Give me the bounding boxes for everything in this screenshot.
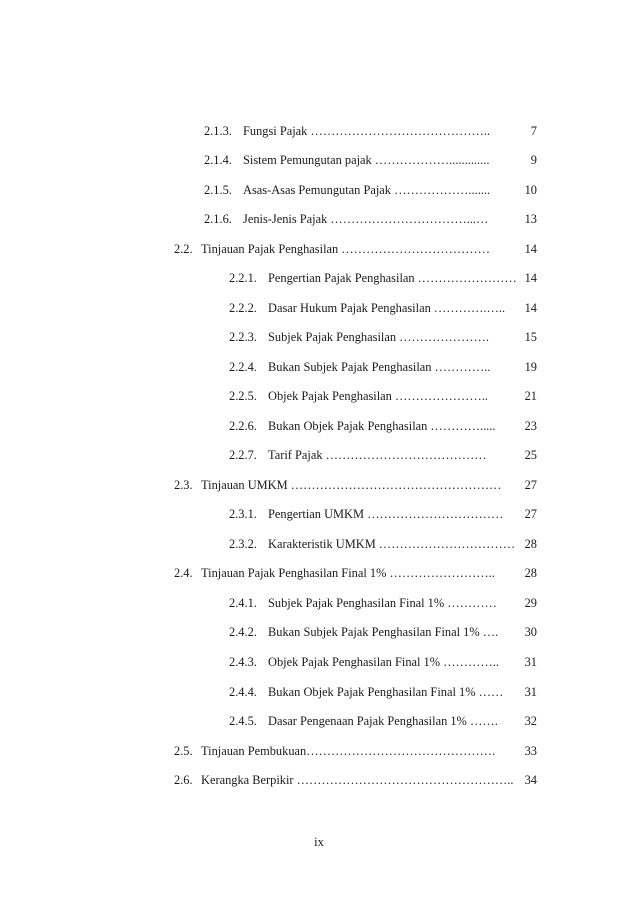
- toc-entry-number: 2.6.: [174, 773, 193, 787]
- toc-entry-title: Subjek Pajak Penghasilan Final 1% …………: [268, 596, 497, 610]
- toc-entry-title: Bukan Objek Pajak Penghasilan Final 1% ……: [268, 685, 504, 699]
- toc-entry-title: Fungsi Pajak ……………………………………..: [243, 124, 491, 138]
- toc-entry-number: 2.4.: [174, 566, 193, 580]
- toc-entry-number: 2.1.4.: [204, 153, 232, 167]
- toc-entry-title: Kerangka Berpikir ……………………………………………..: [201, 773, 514, 787]
- toc-entry-page: 14: [524, 242, 537, 256]
- toc-entry-page: 9: [530, 153, 537, 167]
- toc-entry-title: Tarif Pajak …………………………………: [268, 448, 487, 462]
- toc-entry-page: 7: [530, 124, 537, 138]
- toc-entry-page: 30: [524, 625, 537, 639]
- toc-entry-number: 2.4.3.: [229, 655, 257, 669]
- toc-entry-page: 13: [524, 212, 537, 226]
- toc-entry-number: 2.3.1.: [229, 507, 257, 521]
- toc-entry-title: Objek Pajak Penghasilan …………………..: [268, 389, 488, 403]
- toc-entry-number: 2.2.3.: [229, 330, 257, 344]
- toc-entry-title: Jenis-Jenis Pajak ……………………………...…: [243, 212, 489, 226]
- toc-entry-title: Pengertian Pajak Penghasilan ……………………: [268, 271, 517, 285]
- toc-entry-title: Tinjauan Pembukuan……………………………………….: [201, 744, 496, 758]
- toc-entry-title: Subjek Pajak Penghasilan ………………….: [268, 330, 489, 344]
- toc-entry-title: Dasar Hukum Pajak Penghasilan ………….…..: [268, 301, 506, 315]
- toc-entry-title: Tinjauan Pajak Penghasilan ………………………………: [201, 242, 490, 256]
- toc-entry-page: 23: [524, 419, 537, 433]
- toc-entry-number: 2.5.: [174, 744, 193, 758]
- toc-entry-number: 2.4.4.: [229, 685, 257, 699]
- toc-entry-title: Pengertian UMKM ……………………………: [268, 507, 504, 521]
- toc-entry-page: 31: [524, 685, 537, 699]
- toc-entry-number: 2.1.6.: [204, 212, 232, 226]
- toc-entry-page: 14: [524, 301, 537, 315]
- toc-entry-number: 2.4.1.: [229, 596, 257, 610]
- toc-entry-page: 15: [524, 330, 537, 344]
- toc-entry-page: 10: [524, 183, 537, 197]
- toc-entry-title: Bukan Subjek Pajak Penghasilan Final 1% ….: [268, 625, 499, 639]
- toc-entry-title: Dasar Pengenaan Pajak Penghasilan 1% …….: [268, 714, 498, 728]
- toc-entry-title: Asas-Asas Pemungutan Pajak ……………….......: [243, 183, 491, 197]
- toc-entry-page: 33: [524, 744, 537, 758]
- toc-entry-page: 28: [524, 537, 537, 551]
- toc-entry-number: 2.4.5.: [229, 714, 257, 728]
- toc-entry-number: 2.2.4.: [229, 360, 257, 374]
- toc-entry-page: 25: [524, 448, 537, 462]
- page-number-footer: ix: [314, 835, 324, 849]
- toc-entry-page: 34: [524, 773, 537, 787]
- toc-entry-page: 27: [524, 507, 537, 521]
- toc-entry-number: 2.2.6.: [229, 419, 257, 433]
- toc-entry-page: 32: [524, 714, 537, 728]
- toc-entry-number: 2.2.2.: [229, 301, 257, 315]
- toc-entry-page: 21: [524, 389, 537, 403]
- toc-entry-page: 19: [524, 360, 537, 374]
- toc-entry-title: Bukan Subjek Pajak Penghasilan …………..: [268, 360, 491, 374]
- toc-entry-number: 2.3.: [174, 478, 193, 492]
- toc-entry-number: 2.4.2.: [229, 625, 257, 639]
- toc-entry-number: 2.1.3.: [204, 124, 232, 138]
- toc-entry-page: 27: [524, 478, 537, 492]
- toc-entry-number: 2.2.: [174, 242, 193, 256]
- toc-entry-title: Tinjauan Pajak Penghasilan Final 1% ……………………..: [201, 566, 495, 580]
- toc-entry-page: 28: [524, 566, 537, 580]
- toc-entry-title: Bukan Objek Pajak Penghasilan ………….....: [268, 419, 496, 433]
- toc-entry-number: 2.3.2.: [229, 537, 257, 551]
- toc-entry-page: 14: [524, 271, 537, 285]
- toc-entry-page: 29: [524, 596, 537, 610]
- toc-entry-title: Sistem Pemungutan pajak ……………….............: [243, 153, 490, 167]
- toc-entry-page: 31: [524, 655, 537, 669]
- toc-entry-number: 2.2.5.: [229, 389, 257, 403]
- toc-entry-title: Objek Pajak Penghasilan Final 1% …………..: [268, 655, 499, 669]
- toc-entry-title: Tinjauan UMKM ……………………………………………: [201, 478, 502, 492]
- toc-entry-title: Karakteristik UMKM ……………………………: [268, 537, 516, 551]
- toc-entry-number: 2.2.7.: [229, 448, 257, 462]
- toc-entry-number: 2.2.1.: [229, 271, 257, 285]
- toc-entry-number: 2.1.5.: [204, 183, 232, 197]
